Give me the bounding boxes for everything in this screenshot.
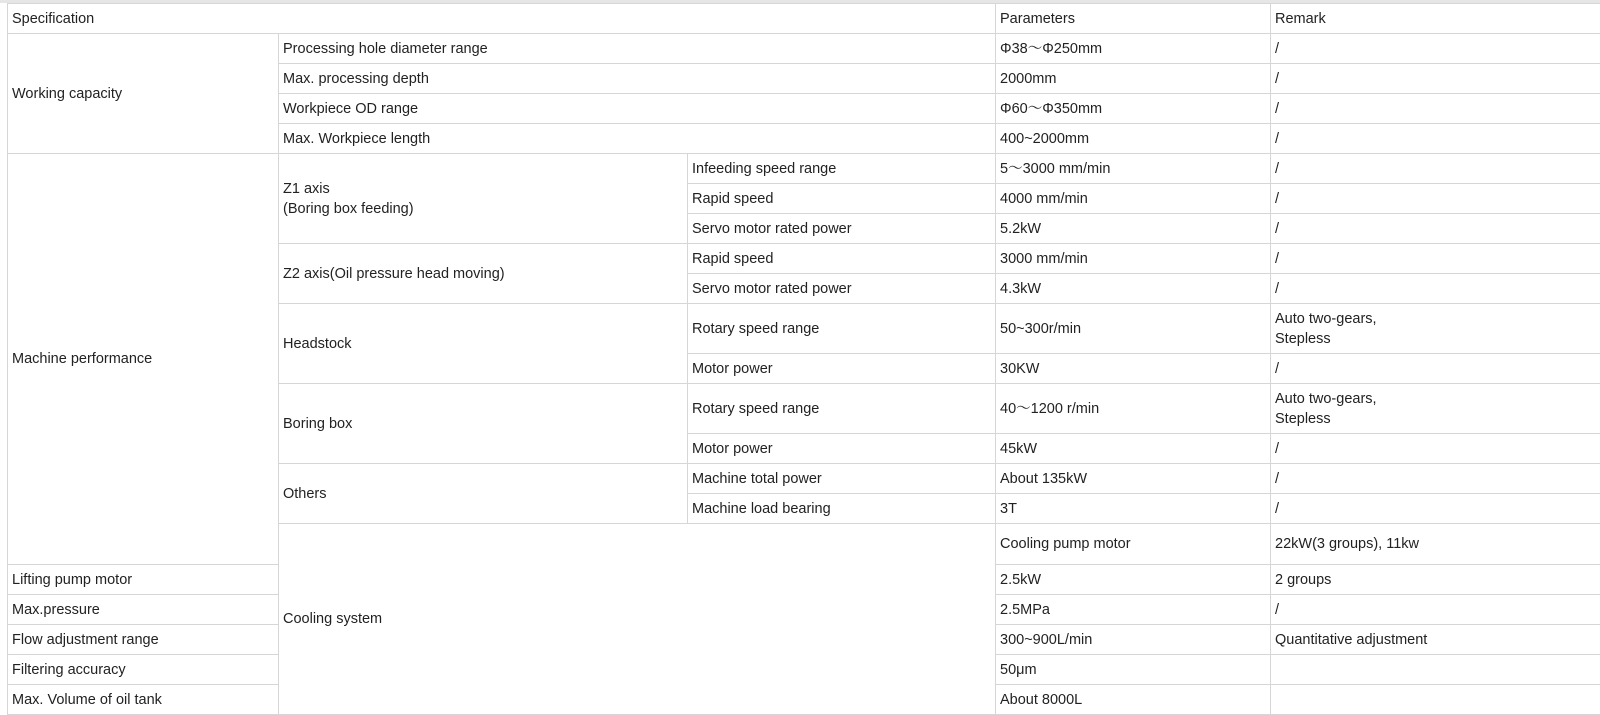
param-cell: 5.2kW [996,214,1271,244]
group-headstock: Headstock [279,304,688,384]
param-cell: 5～3000 mm/min [996,154,1271,184]
remark-cell [1271,685,1600,715]
group-z1-axis-line1: Z1 axis [283,179,683,199]
remark-cell: / [1271,64,1600,94]
remark-cell: / [1271,154,1600,184]
item-cell: Machine total power [688,464,996,494]
remark-cell: / [1271,595,1600,625]
remark-cell: / [1271,184,1600,214]
item-cell: Lifting pump motor [8,565,279,595]
param-cell: About 8000L [996,685,1271,715]
remark-cell: / [1271,464,1600,494]
remark-line2: Stepless [1275,329,1596,349]
item-cell: Max. Workpiece length [279,124,996,154]
remark-cell: / [1271,124,1600,154]
item-cell: Servo motor rated power [688,214,996,244]
param-cell: 4.3kW [996,274,1271,304]
header-specification: Specification [8,4,996,34]
remark-cell: Quantitative adjustment [1271,625,1600,655]
remark-cell: / [1271,214,1600,244]
header-parameters: Parameters [996,4,1271,34]
remark-cell: 2 groups [1271,565,1600,595]
group-z1-axis-line2: (Boring box feeding) [283,199,683,219]
remark-line1: Auto two-gears, [1275,389,1596,409]
param-cell: 40～1200 r/min [996,384,1271,434]
param-cell: 22kW(3 groups), 11kw [1271,524,1600,565]
remark-cell: / [1271,494,1600,524]
param-cell: 3000 mm/min [996,244,1271,274]
item-cell: Workpiece OD range [279,94,996,124]
group-others: Others [279,464,688,524]
remark-cell: / [1271,434,1600,464]
item-cell: Servo motor rated power [688,274,996,304]
item-cell: Cooling pump motor [996,524,1271,565]
item-cell: Max. processing depth [279,64,996,94]
param-cell: Φ38～Φ250mm [996,34,1271,64]
param-cell: 50~300r/min [996,304,1271,354]
item-cell: Rapid speed [688,244,996,274]
header-row [8,4,1600,34]
param-cell: Φ60～Φ350mm [996,94,1271,124]
remark-line1: Auto two-gears, [1275,309,1596,329]
remark-cell [1271,655,1600,685]
item-cell: Machine load bearing [688,494,996,524]
remark-cell [1271,384,1600,434]
param-cell: About 135kW [996,464,1271,494]
remark-cell: / [1271,94,1600,124]
group-boring-box: Boring box [279,384,688,464]
specification-table [7,3,1600,715]
section-cooling-system: Cooling system [279,524,996,715]
section-machine-performance: Machine performance [8,154,279,565]
item-cell: Rotary speed range [688,384,996,434]
param-cell: 45kW [996,434,1271,464]
remark-cell: / [1271,354,1600,384]
param-cell: 30KW [996,354,1271,384]
item-cell: Filtering accuracy [8,655,279,685]
item-cell: Max. Volume of oil tank [8,685,279,715]
group-z1-axis [279,154,688,244]
param-cell: 4000 mm/min [996,184,1271,214]
header-remark: Remark [1271,4,1600,34]
table-row [8,34,1600,64]
param-cell: 2.5MPa [996,595,1271,625]
item-cell: Motor power [688,434,996,464]
remark-cell: / [1271,274,1600,304]
remark-cell: / [1271,244,1600,274]
group-z2-axis: Z2 axis(Oil pressure head moving) [279,244,688,304]
section-working-capacity: Working capacity [8,34,279,154]
remark-line2: Stepless [1275,409,1596,429]
table-row [8,154,1600,184]
item-cell: Infeeding speed range [688,154,996,184]
remark-cell [1271,304,1600,354]
param-cell: 2000mm [996,64,1271,94]
item-cell: Motor power [688,354,996,384]
param-cell: 3T [996,494,1271,524]
param-cell: 400~2000mm [996,124,1271,154]
param-cell: 300~900L/min [996,625,1271,655]
param-cell: 50μm [996,655,1271,685]
item-cell: Max.pressure [8,595,279,625]
item-cell: Rapid speed [688,184,996,214]
item-cell: Rotary speed range [688,304,996,354]
item-cell: Processing hole diameter range [279,34,996,64]
param-cell: 2.5kW [996,565,1271,595]
item-cell: Flow adjustment range [8,625,279,655]
remark-cell: / [1271,34,1600,64]
